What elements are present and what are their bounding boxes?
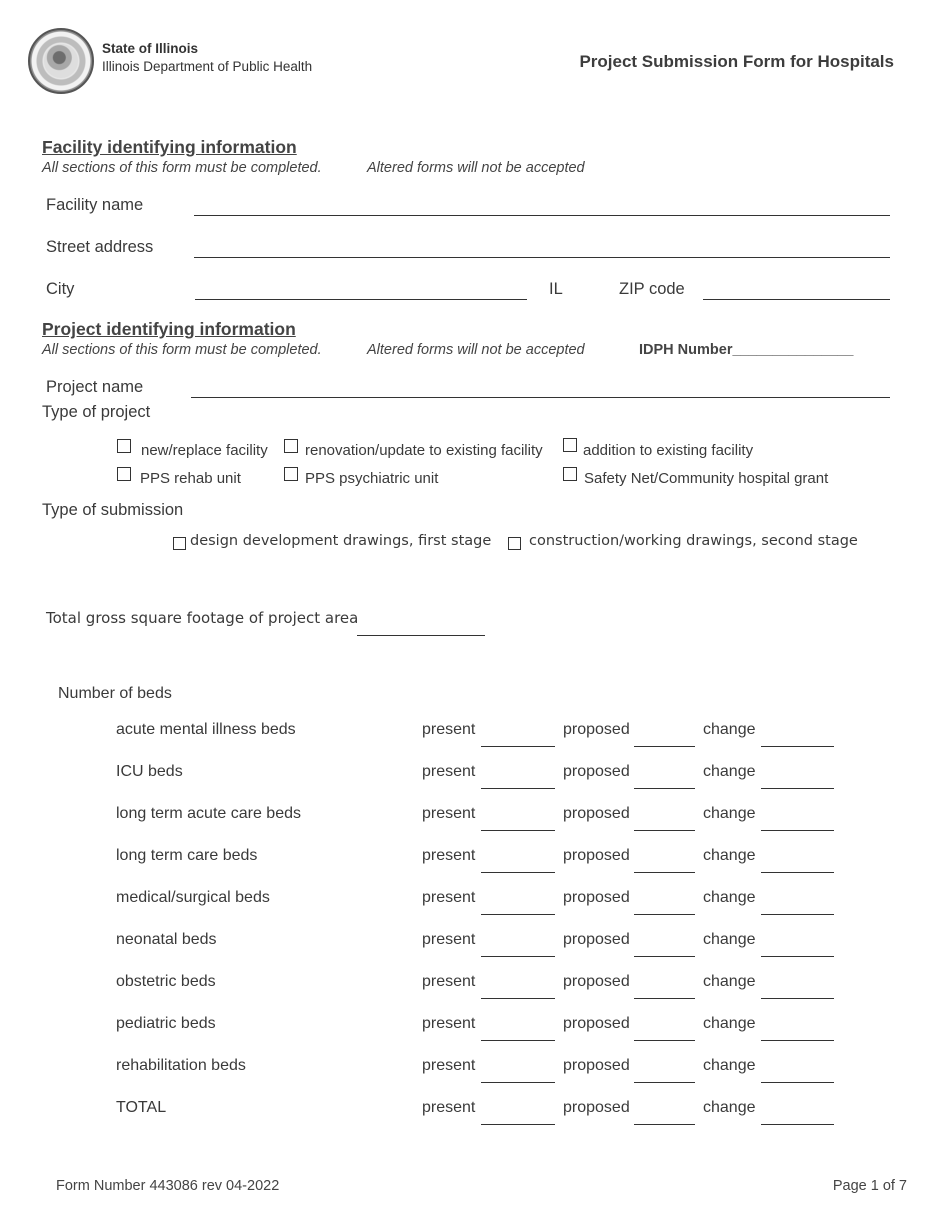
pps-rehab-unit-label: PPS rehab unit bbox=[140, 470, 241, 487]
change-field[interactable] bbox=[761, 872, 834, 873]
change-label: change bbox=[703, 889, 756, 906]
bed-type-label: long term care beds bbox=[116, 847, 258, 864]
project-note-altered: Altered forms will not be accepted bbox=[367, 342, 585, 358]
present-field[interactable] bbox=[481, 956, 555, 957]
change-label: change bbox=[703, 1099, 756, 1116]
city-field[interactable] bbox=[195, 299, 527, 300]
present-label: present bbox=[422, 1057, 476, 1074]
renovation-update-label: renovation/update to existing facility bbox=[305, 442, 543, 459]
design-development-checkbox[interactable] bbox=[173, 537, 186, 550]
construction-working-label: construction/working drawings, second stage bbox=[529, 533, 858, 549]
present-field[interactable] bbox=[481, 872, 555, 873]
bed-type-label: rehabilitation beds bbox=[116, 1057, 246, 1074]
bed-type-label: acute mental illness beds bbox=[116, 721, 296, 738]
project-name-field[interactable] bbox=[191, 397, 890, 398]
change-label: change bbox=[703, 1057, 756, 1074]
change-field[interactable] bbox=[761, 830, 834, 831]
project-name-label: Project name bbox=[46, 378, 144, 396]
present-label: present bbox=[422, 1099, 476, 1116]
facility-note-altered: Altered forms will not be accepted bbox=[367, 160, 585, 176]
safety-net-grant-checkbox[interactable] bbox=[563, 467, 577, 481]
present-label: present bbox=[422, 931, 476, 948]
present-label: present bbox=[422, 721, 476, 738]
project-note-completed: All sections of this form must be completed. bbox=[42, 342, 322, 358]
new-replace-facility-checkbox[interactable] bbox=[117, 439, 131, 453]
change-field[interactable] bbox=[761, 746, 834, 747]
agency-department: Illinois Department of Public Health bbox=[102, 59, 313, 74]
present-label: present bbox=[422, 805, 476, 822]
present-field[interactable] bbox=[481, 1082, 555, 1083]
pps-psychiatric-unit-checkbox[interactable] bbox=[284, 467, 298, 481]
proposed-field[interactable] bbox=[634, 1124, 695, 1125]
number-of-beds-heading: Number of beds bbox=[58, 685, 172, 702]
facility-name-field[interactable] bbox=[194, 215, 890, 216]
agency-name: State of Illinois bbox=[102, 41, 199, 56]
change-label: change bbox=[703, 763, 756, 780]
facility-note-completed: All sections of this form must be completed. bbox=[42, 160, 322, 176]
proposed-field[interactable] bbox=[634, 872, 695, 873]
proposed-label: proposed bbox=[563, 847, 630, 864]
present-field[interactable] bbox=[481, 1124, 555, 1125]
proposed-field[interactable] bbox=[634, 956, 695, 957]
proposed-label: proposed bbox=[563, 721, 630, 738]
present-field[interactable] bbox=[481, 914, 555, 915]
idph-number-field[interactable]: IDPH Number_______________ bbox=[639, 342, 854, 358]
city-label: City bbox=[46, 280, 75, 298]
addition-existing-facility-checkbox[interactable] bbox=[563, 438, 577, 452]
present-label: present bbox=[422, 889, 476, 906]
proposed-label: proposed bbox=[563, 1057, 630, 1074]
change-label: change bbox=[703, 721, 756, 738]
proposed-field[interactable] bbox=[634, 998, 695, 999]
present-label: present bbox=[422, 847, 476, 864]
present-label: present bbox=[422, 973, 476, 990]
page-number: Page 1 of 7 bbox=[832, 1178, 907, 1194]
change-field[interactable] bbox=[761, 998, 834, 999]
state-value: IL bbox=[549, 280, 563, 298]
type-of-submission-label: Type of submission bbox=[42, 501, 184, 519]
square-footage-label: Total gross square footage of project area bbox=[46, 609, 359, 627]
present-field[interactable] bbox=[481, 1040, 555, 1041]
change-label: change bbox=[703, 931, 756, 948]
change-label: change bbox=[703, 805, 756, 822]
street-address-label: Street address bbox=[46, 238, 154, 256]
proposed-field[interactable] bbox=[634, 830, 695, 831]
safety-net-grant-label: Safety Net/Community hospital grant bbox=[584, 470, 829, 487]
present-field[interactable] bbox=[481, 830, 555, 831]
type-of-project-label: Type of project bbox=[42, 403, 151, 421]
zip-code-field[interactable] bbox=[703, 299, 890, 300]
proposed-label: proposed bbox=[563, 763, 630, 780]
change-label: change bbox=[703, 1015, 756, 1032]
change-field[interactable] bbox=[761, 956, 834, 957]
proposed-label: proposed bbox=[563, 973, 630, 990]
bed-type-label: neonatal beds bbox=[116, 931, 217, 948]
present-label: present bbox=[422, 763, 476, 780]
renovation-update-checkbox[interactable] bbox=[284, 439, 298, 453]
zip-code-label: ZIP code bbox=[619, 280, 685, 298]
change-label: change bbox=[703, 973, 756, 990]
form-number: Form Number 443086 rev 04-2022 bbox=[56, 1178, 280, 1194]
bed-type-label: TOTAL bbox=[116, 1099, 167, 1116]
facility-section-heading: Facility identifying information bbox=[42, 137, 297, 157]
proposed-label: proposed bbox=[563, 1099, 630, 1116]
proposed-label: proposed bbox=[563, 889, 630, 906]
bed-type-label: obstetric beds bbox=[116, 973, 216, 990]
change-field[interactable] bbox=[761, 1124, 834, 1125]
present-field[interactable] bbox=[481, 746, 555, 747]
addition-existing-facility-label: addition to existing facility bbox=[583, 442, 754, 459]
square-footage-field[interactable] bbox=[357, 635, 485, 636]
illinois-seal-logo bbox=[28, 28, 94, 94]
proposed-field[interactable] bbox=[634, 746, 695, 747]
construction-working-checkbox[interactable] bbox=[508, 537, 521, 550]
pps-psychiatric-unit-label: PPS psychiatric unit bbox=[305, 470, 439, 487]
proposed-label: proposed bbox=[563, 1015, 630, 1032]
change-field[interactable] bbox=[761, 1082, 834, 1083]
proposed-label: proposed bbox=[563, 931, 630, 948]
bed-type-label: long term acute care beds bbox=[116, 805, 301, 822]
change-field[interactable] bbox=[761, 788, 834, 789]
pps-rehab-unit-checkbox[interactable] bbox=[117, 467, 131, 481]
facility-name-label: Facility name bbox=[46, 196, 144, 214]
project-section-heading: Project identifying information bbox=[42, 319, 296, 339]
design-development-label: design development drawings, first stage bbox=[190, 533, 492, 549]
change-field[interactable] bbox=[761, 914, 834, 915]
bed-type-label: medical/surgical beds bbox=[116, 889, 270, 906]
proposed-field[interactable] bbox=[634, 914, 695, 915]
proposed-field[interactable] bbox=[634, 1040, 695, 1041]
street-address-field[interactable] bbox=[194, 257, 890, 258]
present-label: present bbox=[422, 1015, 476, 1032]
bed-type-label: pediatric beds bbox=[116, 1015, 216, 1032]
change-field[interactable] bbox=[761, 1040, 834, 1041]
present-field[interactable] bbox=[481, 788, 555, 789]
present-field[interactable] bbox=[481, 998, 555, 999]
new-replace-facility-label: new/replace facility bbox=[141, 442, 268, 459]
proposed-field[interactable] bbox=[634, 1082, 695, 1083]
bed-type-label: ICU beds bbox=[116, 763, 183, 780]
proposed-field[interactable] bbox=[634, 788, 695, 789]
change-label: change bbox=[703, 847, 756, 864]
proposed-label: proposed bbox=[563, 805, 630, 822]
form-title: Project Submission Form for Hospitals bbox=[579, 52, 894, 71]
